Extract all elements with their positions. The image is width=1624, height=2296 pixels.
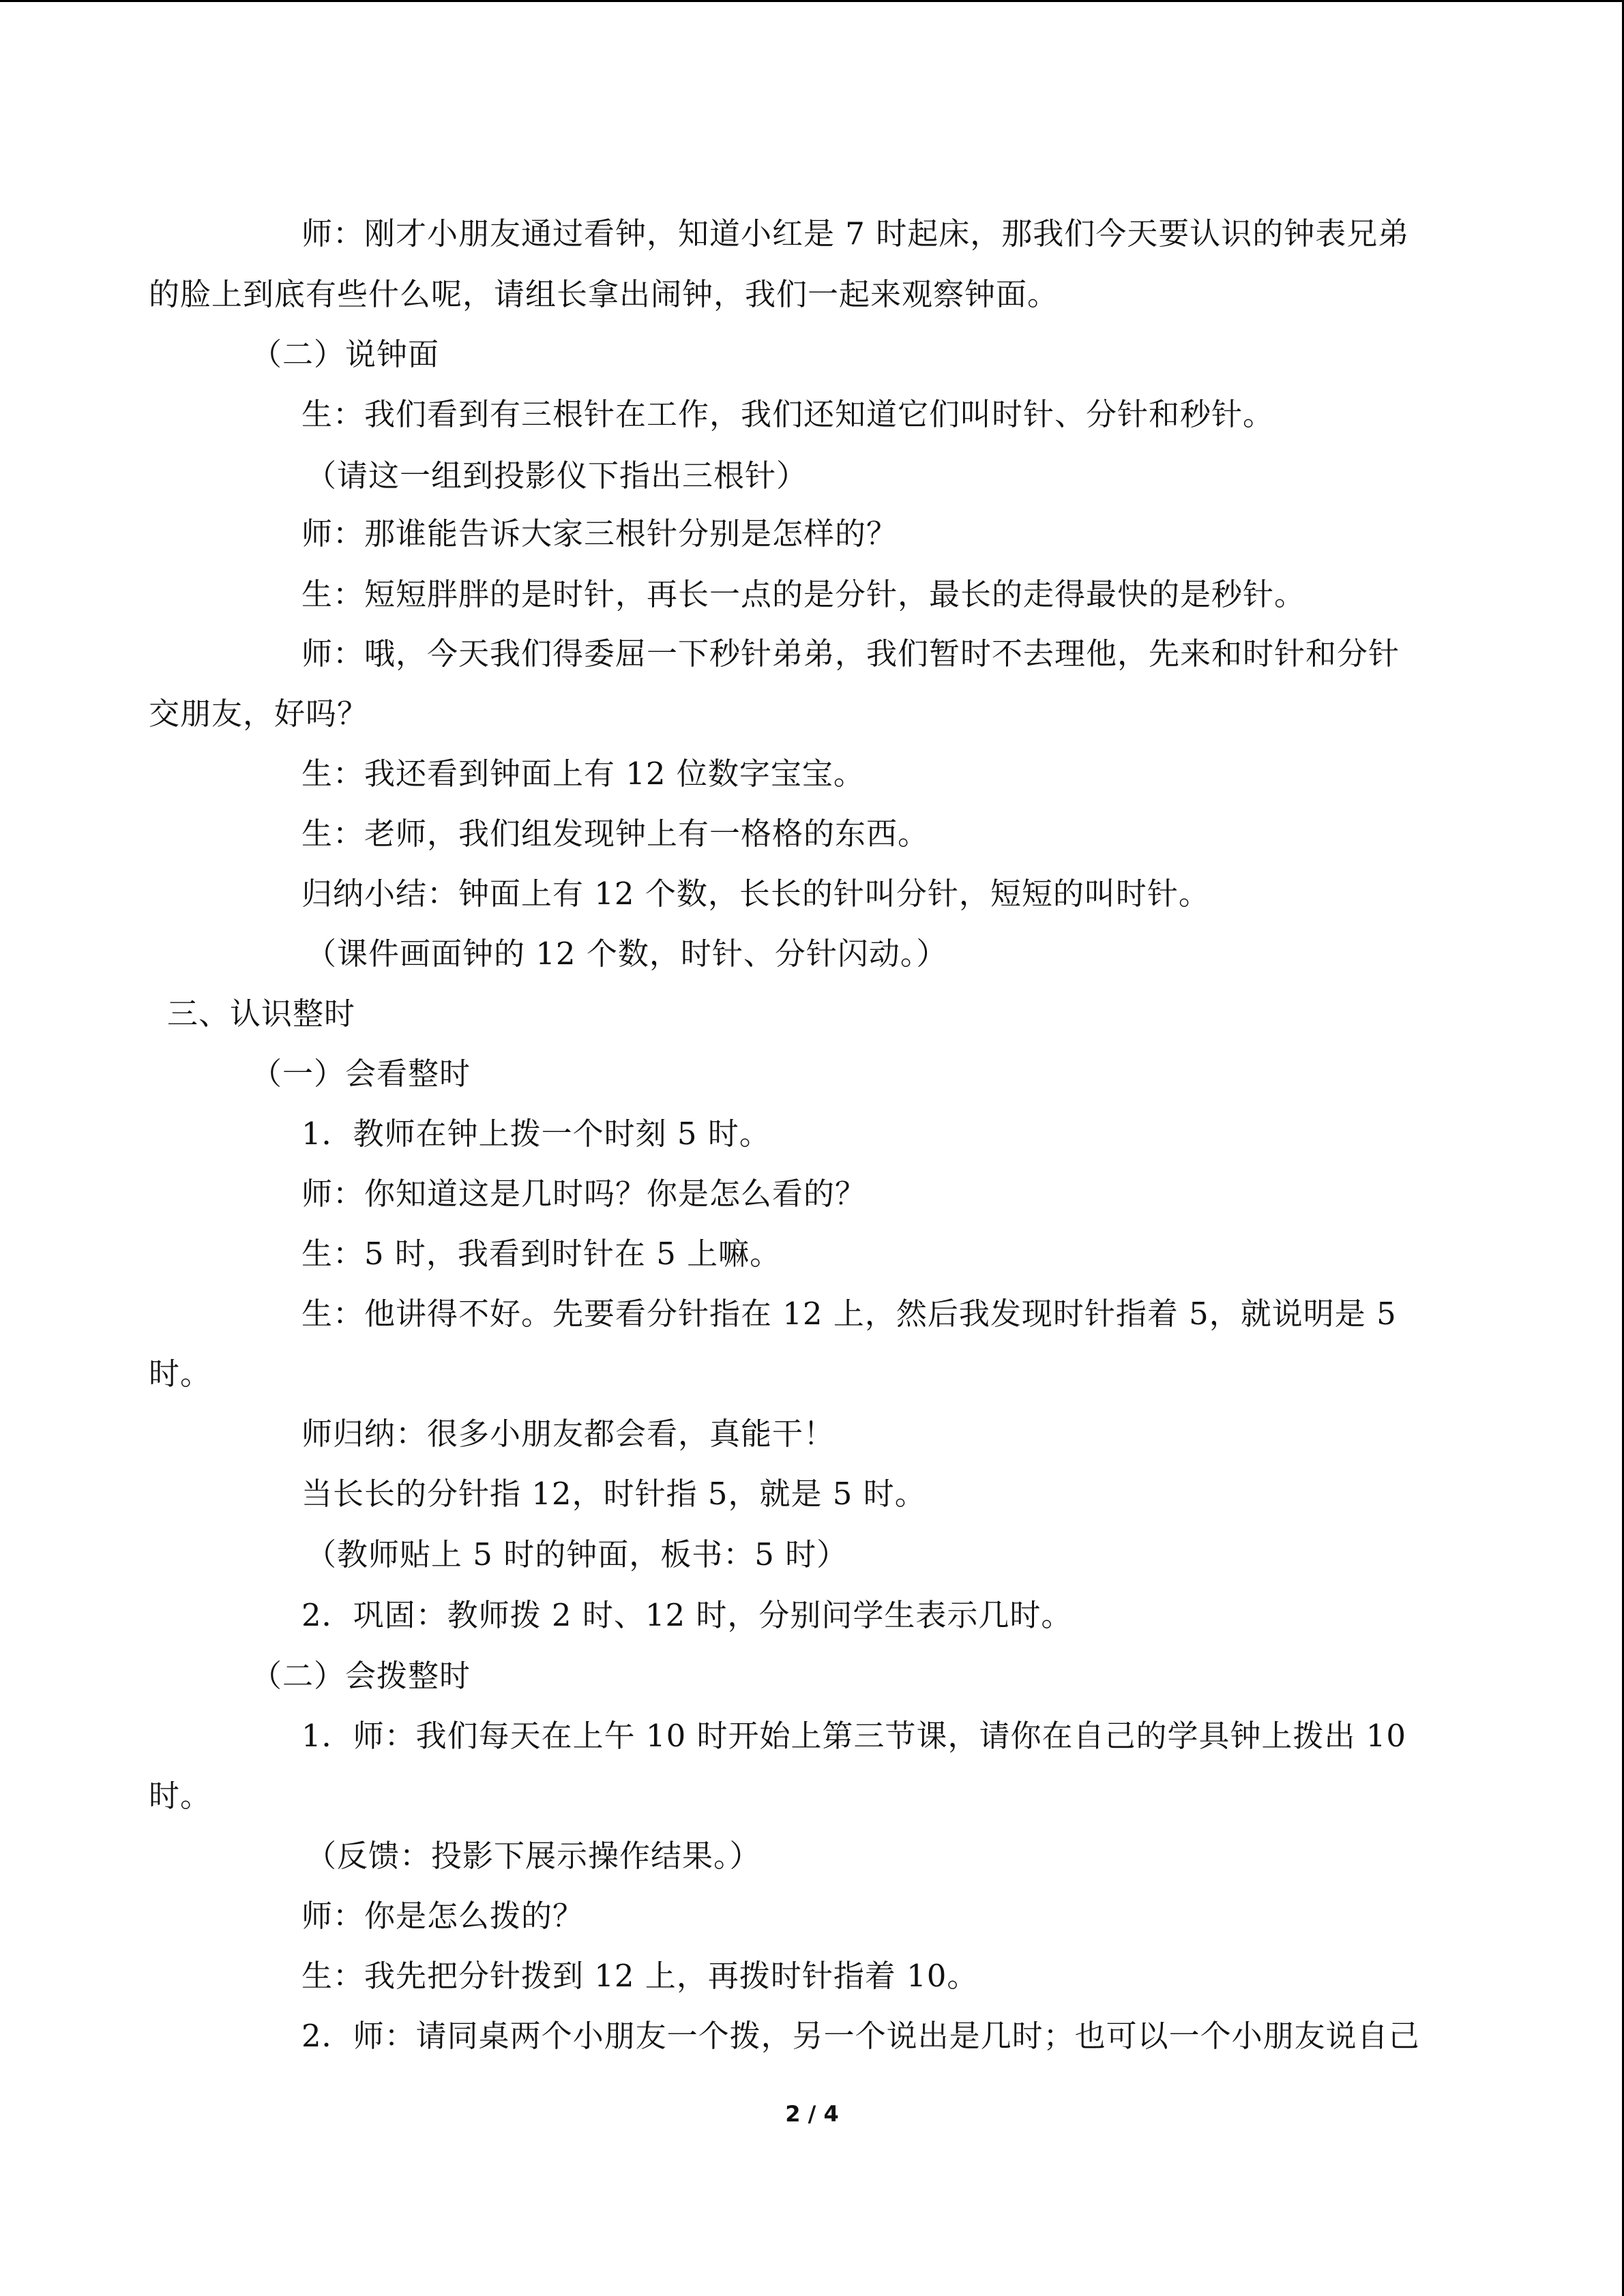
paragraph-line: 生：5 时，我看到时针在 5 上嘛。 <box>301 1236 782 1272</box>
paragraph-line: 时。 <box>149 1778 212 1814</box>
paragraph-line: 1．教师在钟上拨一个时刻 5 时。 <box>301 1116 771 1152</box>
paragraph-line: 师：你知道这是几时吗？你是怎么看的？ <box>301 1176 867 1212</box>
paragraph-line: 当长长的分针指 12，时针指 5，就是 5 时。 <box>301 1476 926 1512</box>
paragraph-line: 生：我先把分针拨到 12 上，再拨时针指着 10。 <box>301 1958 979 1994</box>
paragraph-line: 师：你是怎么拨的？ <box>301 1898 585 1934</box>
paragraph-line: 生：他讲得不好。先要看分针指在 12 上，然后我发现时针指着 5，就说明是 5 <box>301 1296 1397 1332</box>
paragraph-line: 师归纳：很多小朋友都会看，真能干！ <box>301 1416 836 1452</box>
paragraph-line: 1．师：我们每天在上午 10 时开始上第三节课，请你在自己的学具钟上拨出 10 <box>301 1718 1407 1754</box>
paragraph-line: 师：那谁能告诉大家三根针分别是怎样的？ <box>301 516 898 552</box>
paragraph-line: 生：短短胖胖的是时针，再长一点的是分针，最长的走得最快的是秒针。 <box>301 576 1306 612</box>
paragraph-line: 生：我们看到有三根针在工作，我们还知道它们叫时针、分针和秒针。 <box>301 396 1275 432</box>
paragraph-line: 归纳小结：钟面上有 12 个数，长长的针叫分针，短短的叫时针。 <box>301 876 1210 912</box>
page-border-top <box>0 0 1624 2</box>
paragraph-line: 时。 <box>149 1356 212 1392</box>
paragraph-line: （课件画面钟的 12 个数，时针、分针闪动。） <box>306 936 948 972</box>
paragraph-line: 的脸上到底有些什么呢，请组长拿出闹钟，我们一起来观察钟面。 <box>149 276 1059 312</box>
paragraph-line: （反馈：投影下展示操作结果。） <box>306 1838 761 1874</box>
paragraph-line: 师：哦，今天我们得委屈一下秒针弟弟，我们暂时不去理他，先来和时针和分针 <box>301 636 1400 672</box>
section-heading: （二）说钟面 <box>251 336 440 372</box>
paragraph-line: 交朋友，好吗？ <box>149 696 369 732</box>
paragraph-line: 师：刚才小朋友通过看钟，知道小红是 7 时起床，那我们今天要认识的钟表兄弟 <box>301 215 1410 252</box>
paragraph-line: （教师贴上 5 时的钟面，板书：5 时） <box>306 1536 848 1572</box>
section-heading: 三、认识整时 <box>167 996 356 1032</box>
paragraph-line: 2．巩固：教师拨 2 时、12 时，分别问学生表示几时。 <box>301 1597 1073 1633</box>
paragraph-line: 生：老师，我们组发现钟上有一格格的东西。 <box>301 816 930 852</box>
paragraph-line: 生：我还看到钟面上有 12 位数字宝宝。 <box>301 756 865 792</box>
page-number: 2 / 4 <box>785 2101 839 2127</box>
paragraph-line: 2．师：请同桌两个小朋友一个拨，另一个说出是几时；也可以一个小朋友说自己 <box>301 2018 1420 2054</box>
paragraph-line: （请这一组到投影仪下指出三根针） <box>306 458 808 494</box>
section-heading: （二）会拨整时 <box>251 1658 471 1694</box>
section-heading: （一）会看整时 <box>251 1056 471 1092</box>
